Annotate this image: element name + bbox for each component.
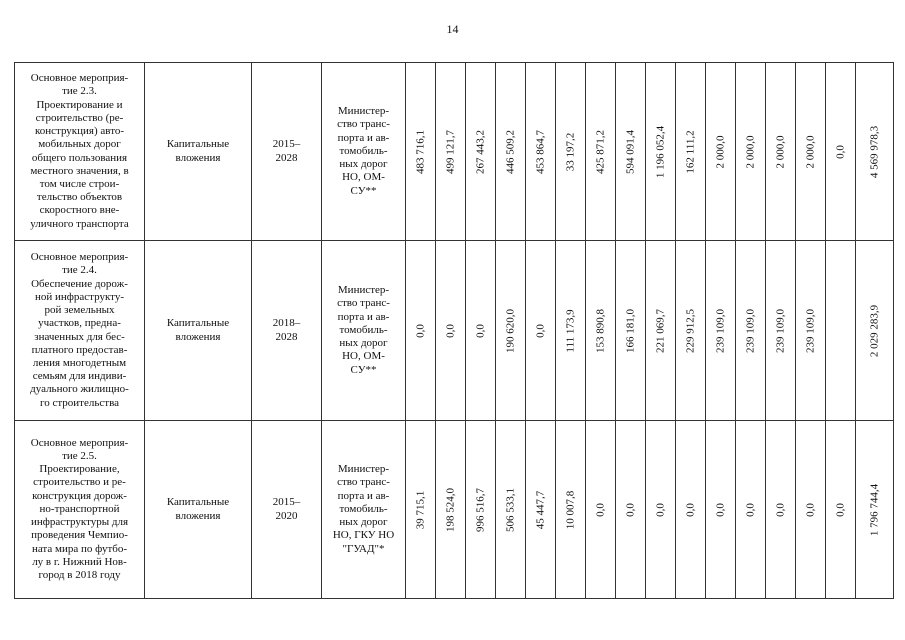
year-value: 453 864,7 — [533, 129, 546, 174]
activity-title — [15, 421, 145, 599]
year-value: 594 091,4 — [623, 129, 636, 174]
executor-line: "ГУАД"* — [342, 542, 385, 555]
year-value-cell — [436, 63, 466, 241]
year-value: 0,0 — [683, 502, 696, 517]
year-value-cell — [586, 241, 616, 421]
funding-type-line: вложения — [175, 509, 221, 522]
activity-title-line: ления многодетным — [32, 356, 127, 369]
activity-title-line: го строительства — [39, 396, 119, 409]
total-value: 2 029 283,9 — [867, 304, 880, 357]
year-value-cell — [646, 241, 676, 421]
executor-line: ных дорог — [339, 158, 388, 171]
activity-title-line: ната мира по футбо- — [31, 542, 128, 555]
year-value-cell — [496, 63, 526, 241]
year-value: 0,0 — [443, 323, 456, 338]
activity-title-line: том числе строи- — [39, 177, 120, 190]
executor-line: ство транс- — [337, 476, 390, 489]
executor-line: СУ** — [350, 184, 377, 197]
year-value: 229 912,5 — [683, 308, 696, 353]
year-value: 499 121,7 — [443, 129, 456, 174]
period — [252, 421, 322, 599]
year-value-cell — [706, 63, 736, 241]
period-line: 2018– — [272, 317, 301, 330]
year-value-cell — [766, 421, 796, 599]
page-number: 14 — [446, 22, 459, 36]
executor-line: НО, ОМ- — [342, 350, 385, 363]
year-value: 0,0 — [413, 323, 426, 338]
executor — [322, 63, 406, 241]
executor-line: томобиль- — [339, 323, 388, 336]
activity-title-line: тельство объектов — [36, 191, 123, 204]
period — [252, 63, 322, 241]
total-value: 4 569 978,3 — [867, 125, 880, 178]
year-value: 162 111,2 — [683, 129, 696, 174]
year-value-cell — [436, 421, 466, 599]
year-value: 1 196 052,4 — [653, 125, 666, 178]
year-value-cell — [736, 421, 766, 599]
year-value-cell — [586, 421, 616, 599]
year-value: 239 109,0 — [713, 308, 726, 353]
year-value: 2 000,0 — [773, 135, 786, 168]
year-value: 0,0 — [773, 502, 786, 517]
year-value: 2 000,0 — [803, 135, 816, 168]
period-line: 2015– — [272, 496, 301, 509]
executor — [322, 241, 406, 421]
activity-title-line: конструкция) авто- — [34, 125, 125, 138]
activity-title-line: Проектирование и — [36, 98, 123, 111]
year-value-cell — [706, 241, 736, 421]
activity-title-line: тие 2.5. — [62, 450, 97, 463]
activity-title-line: инфраструктуры для — [30, 516, 129, 529]
year-value: 45 447,7 — [533, 490, 546, 529]
period-line: 2020 — [275, 509, 298, 522]
executor-line: томобиль- — [339, 144, 388, 157]
year-value: 996 516,7 — [473, 487, 486, 532]
funding-type — [145, 241, 252, 421]
year-value-cell — [406, 63, 436, 241]
year-value-cell — [736, 241, 766, 421]
year-value-cell — [466, 63, 496, 241]
year-value-cell — [526, 63, 556, 241]
year-value-cell — [676, 241, 706, 421]
executor-line: порта и ав- — [337, 489, 390, 502]
activity-title-line: значенных для бес- — [34, 330, 125, 343]
activity-title-line: ной инфраструкту- — [34, 290, 124, 303]
year-value: 0,0 — [833, 502, 846, 517]
executor-line: Министер- — [337, 284, 390, 297]
year-value: 2 000,0 — [713, 135, 726, 168]
year-value-cell — [676, 421, 706, 599]
executor-line: томобиль- — [339, 502, 388, 515]
activity-title-line: конструкция дорож- — [32, 489, 127, 502]
activity-title-line: строительство (ре- — [35, 111, 124, 124]
period-line: 2015– — [272, 138, 301, 151]
funding-type-line: вложения — [175, 330, 221, 343]
total-value-cell — [856, 63, 894, 241]
executor-line: СУ** — [350, 363, 377, 376]
year-value: 446 509,2 — [503, 129, 516, 174]
total-value-cell — [856, 421, 894, 599]
year-value: 0,0 — [593, 502, 606, 517]
activity-title-line: общего пользования — [31, 151, 128, 164]
total-value: 1 796 744,4 — [867, 483, 880, 536]
funding-type-line: Капитальные — [166, 317, 230, 330]
year-value: 0,0 — [803, 502, 816, 517]
year-value-cell — [766, 241, 796, 421]
year-value-cell — [826, 421, 856, 599]
program-table — [14, 62, 894, 599]
year-value-cell — [616, 421, 646, 599]
activity-title-line: уличного транспорта — [30, 217, 129, 230]
year-value-cell — [616, 63, 646, 241]
year-value: 198 524,0 — [443, 487, 456, 532]
year-value-cell — [406, 241, 436, 421]
year-value-cell — [646, 63, 676, 241]
activity-title-line: участков, предна- — [38, 317, 121, 330]
year-value: 267 443,2 — [473, 129, 486, 174]
activity-title-line: строительство и ре- — [33, 476, 126, 489]
year-value-cell — [556, 421, 586, 599]
activity-title-line: Проектирование, — [39, 463, 120, 476]
year-value: 483 716,1 — [413, 129, 426, 174]
activity-title-line: проведения Чемпио- — [31, 529, 128, 542]
activity-title — [15, 63, 145, 241]
year-value: 190 620,0 — [503, 308, 516, 353]
activity-title-line: семьям для индиви- — [32, 370, 127, 383]
executor — [322, 421, 406, 599]
year-value: 239 109,0 — [743, 308, 756, 353]
activity-title-line: мобильных дорог — [38, 138, 121, 151]
year-value-cell — [466, 241, 496, 421]
funding-type — [145, 63, 252, 241]
executor-line: ство транс- — [337, 118, 390, 131]
year-value: 166 181,0 — [623, 308, 636, 353]
year-value-cell — [436, 241, 466, 421]
executor-line: ных дорог — [339, 516, 388, 529]
funding-type — [145, 421, 252, 599]
year-value: 0,0 — [533, 323, 546, 338]
year-value-cell — [796, 241, 826, 421]
table-row — [15, 63, 894, 241]
year-value-cell — [526, 241, 556, 421]
activity-title-line: город в 2018 году — [38, 568, 121, 581]
funding-type-line: Капитальные — [166, 138, 230, 151]
activity-title-line: Основное мероприя- — [30, 72, 129, 85]
executor-line: ных дорог — [339, 337, 388, 350]
year-value: 506 533,1 — [503, 487, 516, 532]
executor-line: ство транс- — [337, 297, 390, 310]
year-value: 0,0 — [743, 502, 756, 517]
year-value-cell — [556, 63, 586, 241]
year-value-cell — [736, 63, 766, 241]
activity-title-line: Основное мероприя- — [30, 436, 129, 449]
year-value: 33 197,2 — [563, 132, 576, 171]
year-value-cell — [526, 421, 556, 599]
year-value: 239 109,0 — [803, 308, 816, 353]
funding-type-line: вложения — [175, 151, 221, 164]
year-value: 2 000,0 — [743, 135, 756, 168]
year-value-cell — [496, 241, 526, 421]
year-value-cell — [496, 421, 526, 599]
year-value: 239 109,0 — [773, 308, 786, 353]
year-value: 0,0 — [653, 502, 666, 517]
activity-title-line: тие 2.4. — [62, 264, 97, 277]
year-value-cell — [406, 421, 436, 599]
table-row — [15, 421, 894, 599]
year-value: 0,0 — [623, 502, 636, 517]
activity-title-line: тие 2.3. — [62, 85, 97, 98]
table-row — [15, 241, 894, 421]
year-value: 221 069,7 — [653, 308, 666, 353]
executor-line: порта и ав- — [337, 310, 390, 323]
activity-title-line: местного значения, в — [30, 164, 129, 177]
year-value-cell — [676, 63, 706, 241]
year-value-cell — [706, 421, 736, 599]
year-value: 0,0 — [473, 323, 486, 338]
total-value-cell — [856, 241, 894, 421]
activity-title-line: скоростного вне- — [39, 204, 120, 217]
executor-line: Министер- — [337, 105, 390, 118]
year-value-cell — [826, 63, 856, 241]
year-value-cell — [796, 63, 826, 241]
activity-title-line: платного предостав- — [31, 343, 128, 356]
year-value: 10 007,8 — [563, 490, 576, 529]
activity-title-line: рой земельных — [44, 304, 115, 317]
year-value: 0,0 — [713, 502, 726, 517]
executor-line: НО, ОМ- — [342, 171, 385, 184]
period-line: 2028 — [275, 330, 298, 343]
year-value-cell — [826, 241, 856, 421]
executor-line: порта и ав- — [337, 131, 390, 144]
year-value-cell — [556, 241, 586, 421]
period — [252, 241, 322, 421]
activity-title-line: Обеспечение дорож- — [31, 277, 128, 290]
activity-title — [15, 241, 145, 421]
executor-line: Министер- — [337, 463, 390, 476]
period-line: 2028 — [275, 151, 298, 164]
activity-title-line: Основное мероприя- — [30, 251, 129, 264]
activity-title-line: дуального жилищно- — [30, 383, 129, 396]
year-value: 153 890,8 — [593, 308, 606, 353]
year-value-cell — [466, 421, 496, 599]
year-value: 0,0 — [833, 144, 846, 159]
year-value: 111 173,9 — [563, 308, 576, 353]
year-value-cell — [646, 421, 676, 599]
funding-type-line: Капитальные — [166, 496, 230, 509]
activity-title-line: но-транспортной — [39, 502, 120, 515]
year-value: 39 715,1 — [413, 490, 426, 529]
year-value-cell — [586, 63, 616, 241]
year-value-cell — [616, 241, 646, 421]
activity-title-line: лу в г. Нижний Нов- — [32, 555, 127, 568]
year-value: 425 871,2 — [593, 129, 606, 174]
executor-line: НО, ГКУ НО — [332, 529, 395, 542]
year-value-cell — [766, 63, 796, 241]
year-value-cell — [796, 421, 826, 599]
